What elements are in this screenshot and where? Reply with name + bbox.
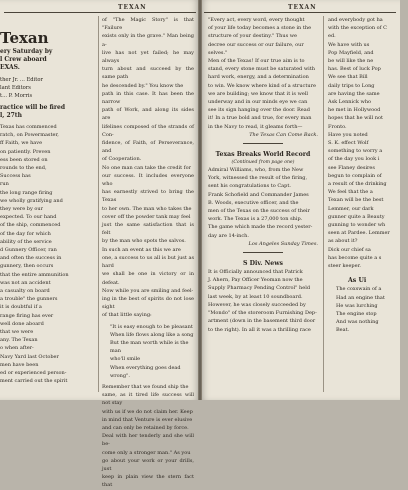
text-line: that we were (0, 329, 34, 336)
text-line: daily trips to Long (328, 82, 375, 89)
text-line: of your life today becomes a stone in the (208, 25, 312, 32)
text-line: of the ship, commenced (0, 222, 61, 229)
text-line: path of Work, and along its sides are (102, 107, 194, 122)
text-line: our success. It includes everyone who (102, 172, 194, 188)
text-line: we shall be one in victory or in defeat. (102, 271, 194, 286)
text-line: d Gunnery Officer, ran (0, 247, 57, 254)
text-line: But the man worth while is the man (110, 339, 189, 355)
motto-line: The Texas Can Come Back. (249, 131, 318, 138)
text-line: of "The Magic Story" is that "Failure (102, 17, 194, 32)
right-column-2 (328, 16, 408, 396)
left-column-2 (102, 16, 195, 489)
text-line: artment (down in the basement third door (208, 318, 316, 325)
text-line: sent his congratulations to Capt. (208, 183, 291, 190)
text-line: fidence, of Faith, of Perseverance, and (102, 140, 194, 155)
text-line: something to worry a (328, 148, 383, 155)
staff-line-3: t... P. Morris (0, 93, 33, 99)
text-line: No one man can take the credit for (102, 164, 192, 171)
column-divider-left (98, 16, 99, 392)
text-line: he descended by." You know the (102, 82, 184, 89)
text-line: just the same satisfaction that is felt (102, 222, 194, 237)
text-line: And was nothing (336, 319, 379, 326)
text-line: Navy Yard last October (0, 353, 59, 360)
news-headline: S Div. News (242, 260, 284, 268)
text-line: gunnery, then occurs (0, 263, 54, 270)
text-line: rounds to the end, (0, 165, 47, 172)
text-line: they were by our (0, 206, 44, 213)
text-line: Beat. (336, 327, 350, 334)
text-line: and can only be retained by force. (102, 424, 189, 431)
text-line: in the Navy to read, it gleams forth— (208, 123, 303, 130)
text-line: In such an event as this we are (102, 246, 181, 253)
text-line: has earnestly strived to bring the Texas (102, 189, 194, 204)
section-divider (243, 143, 283, 144)
text-line: a trouble" the gunners (0, 296, 58, 303)
text-line: keep in plain view the stern fact that (102, 474, 194, 489)
text-line: Had an engine that (336, 294, 385, 301)
text-line: a casualty on board (0, 288, 50, 295)
poem-block (102, 323, 194, 380)
right-page (200, 0, 400, 400)
text-line: The coxswain of a (336, 286, 382, 293)
book-spine (198, 0, 202, 400)
text-line: to the right). In all it was a thrilling race (208, 326, 311, 333)
text-line: same, as it tired life success will not stay (102, 392, 194, 407)
article-headline: Texas Breaks World Record (215, 151, 311, 159)
header-rule-left (4, 12, 196, 13)
notice-line-2: l, 27th (0, 112, 22, 119)
text-line: Lemmer, our dark (328, 205, 374, 212)
text-line: last week, by at least 10 soundboard. (208, 293, 303, 300)
notice-line-1: ractice will be fired (0, 104, 66, 111)
text-line: "Mondo" of the storeroom Furnishing Dep- (208, 310, 317, 317)
text-line: we are building; we know that it is well (208, 90, 309, 97)
right-column-1-intro (208, 16, 318, 131)
text-line: and everybody got ha (328, 17, 383, 23)
text-line: steer keeper. (328, 263, 362, 270)
text-line: ff Faith, we have (0, 140, 43, 147)
header-rule-right (204, 12, 396, 13)
text-line: Texas has commenced (0, 124, 57, 130)
text-line: see its sign hanging over the door. Read (208, 107, 310, 114)
text-line: with the exception of C (328, 25, 387, 32)
text-line: When life flows along like a song (110, 331, 194, 338)
text-line: we wholly gratifying and (0, 197, 63, 204)
text-line: expected. To our hand (0, 214, 57, 221)
text-line: and often the success in (0, 255, 62, 262)
text-line: ing in the best of spirits do not lose sight (102, 295, 194, 311)
right-column-2-body (328, 16, 408, 270)
text-line: be will like the ne (328, 58, 374, 65)
text-line: to her own. The man who takes the (102, 205, 192, 212)
column-divider-right (323, 16, 324, 392)
article-source: Los Angeles Sunday Times. (248, 240, 318, 247)
text-line: gunning to wonder wh (328, 222, 386, 229)
text-line: was not an accident (0, 279, 51, 286)
text-line: We have with us (328, 41, 370, 48)
text-line: it is doubtful if a (0, 304, 42, 311)
text-line: stand, every stone must be saturated with (208, 66, 315, 73)
text-line: Texan will be the best (328, 197, 384, 204)
text-line: as about it? (328, 238, 358, 245)
text-line: gunner quite a Beauty (328, 213, 385, 220)
running-head-left: TEXAN (118, 4, 147, 11)
left-column-1 (0, 16, 94, 396)
text-line: ed. (328, 33, 336, 40)
text-line: decree our success or our failure, our (208, 41, 304, 48)
text-line: We feel that the a (328, 189, 373, 196)
text-line: men have been (0, 361, 39, 368)
text-line: day are 14-inch. (208, 232, 249, 239)
text-line: one, a success to us all is but just as hard (102, 254, 195, 270)
text-line: Ask Lennick who (328, 99, 372, 106)
staff-line-2: lant Editors (0, 85, 31, 91)
text-line: Supply Pharmacy Pending Control" held (208, 285, 311, 292)
text-line: hopes that he will not (328, 115, 384, 122)
text-line: Dick our chief sa (328, 246, 371, 253)
text-line: are having the same (328, 90, 380, 97)
left-column-2-body (102, 16, 194, 320)
text-line: ed or experienced person- (0, 370, 67, 377)
text-line: of Cooperation. (102, 156, 142, 163)
text-line: the long range firing (0, 189, 53, 196)
text-line: by the man who spots the salvos. (102, 238, 186, 245)
text-line: Fronto. (328, 123, 347, 130)
text-line: hard work, energy, and a determination (208, 74, 309, 81)
text-line: Success has (0, 173, 31, 180)
text-line: J. Ahern, Pay Officer Yeoman now the (208, 277, 303, 284)
text-line: on patiently. Preven (0, 148, 51, 155)
masthead-title: Texan (0, 29, 49, 47)
text-line: York, witnessed the result of the firing, (208, 175, 308, 182)
text-line: has. Best of luck Pop (328, 66, 381, 73)
text-line: turn about and succeed by the same path (102, 66, 194, 81)
text-line: see Flaney desires (328, 164, 375, 171)
text-line: range firing has ever (0, 312, 54, 319)
text-line: selves." (208, 49, 228, 56)
verse-heading: As Ui (348, 277, 367, 285)
text-line: Admiral Williams, who, from the New (208, 167, 304, 174)
text-line: When everything goes dead wrong". (110, 364, 181, 379)
text-line: Now while you are smiling and feel- (102, 287, 194, 294)
text-line: well done aboard (0, 320, 44, 327)
section-divider-2 (243, 252, 283, 253)
article-body (208, 166, 318, 240)
verse-block (328, 285, 408, 334)
masthead-line-1: ery Saturday by (0, 48, 53, 55)
text-line: any. The Texan (0, 337, 38, 344)
text-line: of the day for which (0, 230, 51, 237)
text-line: Deal with her tenderly and she will be- (102, 433, 194, 448)
text-line: path in this case. It has been the narrow (102, 90, 194, 106)
text-line: ess been stored on (0, 156, 48, 163)
text-line: in mind that Venture is ever elusive (102, 416, 193, 423)
text-line: has become quite a s (328, 254, 382, 261)
text-line: Have you noted (328, 131, 368, 138)
text-line: run (0, 181, 9, 188)
text-line: to win. We know where kind of a structure (208, 82, 316, 89)
text-line: exists only in the grave." Man being a- (102, 33, 194, 48)
running-head-right: TEXAN (288, 4, 317, 11)
text-line: lifelines composed of the strands of Con- (102, 123, 194, 138)
text-line: it! In a true bold and true, for every man (208, 115, 312, 122)
text-line: begun to complain of (328, 172, 382, 179)
article-continued-note: (Continued from page one) (231, 160, 295, 166)
text-line: with us if we do not claim her. Keep (102, 408, 193, 415)
text-line: He was lurching (336, 302, 378, 309)
text-line: ratch, on Powermaster, (0, 132, 59, 139)
text-line: "Every act, every word, every thought (208, 17, 305, 23)
text-line: Frank Schofield and Commander James (208, 191, 309, 198)
text-line: men of the Texas on the success of their (208, 208, 310, 215)
text-line: seen at Pardee. Lemmer (328, 230, 390, 237)
text-line: B. Woods, executive officer, and the (208, 199, 299, 206)
text-line: o when after- (0, 345, 34, 352)
text-line: he met in Hollywood (328, 107, 381, 114)
text-line: work. The Texas is a 27,000 ton ship. (208, 216, 303, 223)
text-line: of that little saying: (102, 312, 152, 319)
text-line: that the entire ammunition (0, 271, 69, 278)
staff-line-1: ther Jr. ... Editor (0, 77, 43, 83)
news-body (208, 268, 318, 334)
text-line: The game which made the record yester- (208, 224, 313, 231)
text-line: The engine stop (336, 310, 377, 317)
text-line: who'll smile (110, 356, 141, 363)
text-line: However, he was closely succeeded by (208, 301, 306, 308)
left-column-1-body (0, 123, 94, 386)
text-line: underway and in our minds eye we can (208, 99, 308, 106)
right-column-1 (208, 16, 318, 396)
text-line: ability of the service (0, 238, 52, 245)
text-line: of the day you look i (328, 156, 380, 163)
text-line: "It is easy enough to be pleasant (110, 323, 193, 330)
text-line: ment carried out the spirit (0, 378, 68, 385)
text-line: come only a stronger man." As you (102, 449, 191, 456)
left-page (0, 0, 200, 489)
text-line: Remember that we found ship the (102, 383, 189, 390)
text-line: It is Officially announced that Patrick (208, 269, 303, 276)
text-line: structure of your destiny." Thus we (208, 33, 298, 40)
text-line: cover off the powder tank may feel (102, 213, 191, 220)
text-line: S. K. effect Wolf (328, 140, 369, 147)
masthead-line-3: EXAS. (0, 64, 20, 71)
left-column-2-closing (102, 383, 194, 490)
masthead-line-2: l Crew aboard (0, 56, 47, 63)
text-line: Pop Mayfield, and (328, 49, 374, 56)
text-line: a result of the drinking (328, 181, 387, 188)
text-line: Men of the Texas! If our true aim is to (208, 58, 305, 65)
text-line: go about your work or your drills, just (102, 457, 194, 472)
text-line: live has not yet failed; he may always (102, 49, 194, 65)
text-line: We see that Bill (328, 74, 368, 81)
